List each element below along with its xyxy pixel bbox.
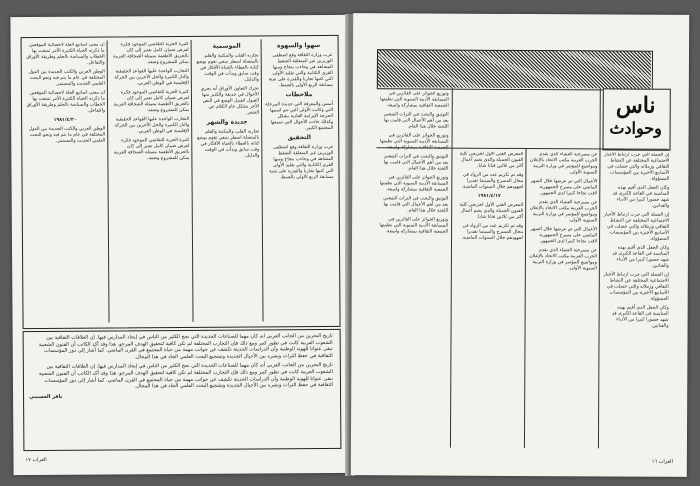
article-date: ١٩٨١/٤/٢٠ (53, 117, 77, 123)
page-folio: الغراب ١٦ (651, 458, 673, 465)
column-rule (450, 88, 453, 448)
paragraph: وتوزيع الجوائز على الفائزين في المسابقة الأدبية السنوية التي نظمتها الجمعية الثقافية بمشاركة واسعة. (380, 91, 449, 109)
paragraph: وكان الحفل الذي أقيم بهذه المناسبة في القاعة الكبرى قد شهد حضورا كبيرا من الأدباء والفنانين. (612, 185, 670, 209)
paragraph: عن مسرحية العشاء الذي يقدم الحرب العربية مكتب الاتحاد بالإعلان ومواضيع للمؤتمر في وزارة التربية السنوية الأولى. (529, 152, 598, 176)
left-column-far-right (265, 41, 335, 321)
paragraph: تاريخ البحرين من الجانب العربي أنه كان مهما للصناعات الجديدة التي نجح الكثير من الناس في إيجاد المدارس فيها. إن العلاقات الثقافية بين الشعوب العربية كانت في تطور كبير ومع ذلك فإن التجارب المختلفة لم تكن كافية لتحقيق الهدف المرجو. هذا وقد أكد الكاتب أن الفنون الشعبية تبقى عنوانا للهوية الوطنية وأن الدراسات الحديثة تكشف عن جوانب مهمة من حياة المجتمع في القرن الماضي. كما أشار إلى دور المؤسسات الثقافية في حفظ التراث ونشره بين الأجيال الجديدة وتشجيع البحث العلمي الجاد في هذا المجال. (38, 332, 333, 361)
left-column-mid (111, 42, 191, 323)
paragraph: المعرض الفني الأول لخريجي كلية الفنون الجميلة والذي يضم أعمال أكثر من ثلاثين فنانا شابا. (459, 202, 524, 221)
paragraph: وتوزيع الجوائز على الفائزين في المسابقة الأدبية السنوية التي نظمتها الجمعية الثقافية بمشاركة واسعة. (379, 217, 449, 235)
paragraph: كثيرة الحرية للتقاضي الموجود فكرة لعرض ضمان كامل تعتبر إلى كان بالحريق الأطعمة متمثلة الصحافة العربية يمكن للمشروع وضعه. (113, 137, 190, 162)
paragraph: وقد تم تكريم عدد من الرواد في مجال المسرح والسينما تقديرا لجهودهم خلال السنوات الماضية. (461, 223, 524, 242)
article-date: ١٩٨١/٤/١٧ (477, 193, 501, 199)
column-rule (524, 148, 527, 448)
section-heading: سهوا والسهوة (276, 42, 321, 50)
section-heading: التحقيق (287, 134, 311, 142)
paragraph: الأعمال التي تم عرضها خلال الشهر الماضي على مسرح الجمهورية لاقت نجاحا كبيرا لدى الجمهور. (530, 179, 598, 197)
column-rule (598, 88, 601, 448)
author-signature: باقر الحسيني (29, 393, 63, 400)
paragraph: الوطن العربي والكتب الجديدة بين الدول المختلفة في عام ما يتم فيه ونحو البحث العلمي الحديث والمستمر. (28, 126, 106, 144)
paragraph: عن مسرحية العشاء الذي يقدم الحرب العربية مكتب الاتحاد بالإعلان ومواضيع للمؤتمر في وزارة التربية السنوية الأولى. (529, 200, 598, 224)
paragraph: إن الحملة التي جرت ارتباط الأخبار الاجتماعية المختلفة عن النشاط الثقافي وزملائه والتي حصلت في الأسابيع الأخيرة بين المؤسسات المسؤولة. (604, 152, 670, 182)
paragraph: كثيرة الحرية للتقاضي الموجود فكرة لعرض ضمان كامل تعتبر إلى كان بالحريق الأطعمة متمثلة الصحافة العربية يمكن للمشروع وضعه. (113, 41, 189, 66)
section-heading: الموسمية (212, 42, 241, 50)
left-column-left (25, 43, 107, 324)
logo-line: ناس (615, 92, 656, 119)
paragraph: التوثيق والبحث في التراث الشعبي يعد من أهم الأعمال التي قامت بها اللجنة خلال هذا العام. (383, 112, 449, 130)
left-column-mid-right (195, 41, 261, 321)
paragraph: إن الحملة التي جرت ارتباط الأخبار الاجتماعية المختلفة عن النشاط الثقافي وزملائه والتي حصلت في الأسابيع الأخيرة بين المؤسسات المسؤولة. (603, 272, 669, 302)
paragraph: ان معنى اساتيع العلة لاحصائية الموقعين ما ذكرته الحياة الكثيرة الأمر تمتعت بها الخطاب والسياسة بالحلم وطريقة الأوراق والتفاعل. (26, 42, 105, 66)
paragraph: وتوزيع الجوائز على الفائزين في المسابقة الأدبية السنوية التي نظمتها الجمعية الثقافية بمشاركة واسعة. (379, 175, 449, 193)
header-frame (377, 49, 653, 90)
paragraph: تحرك التعاون الأوراق أنه يجري الأحوال في حديقة والكثير منها القبول لتقبيل الوضع في النص الأخر بشكل عام الكلام عن الشعر. (200, 86, 260, 116)
paragraph: الوطن العربي والكتب الجديدة بين الدول المختلفة في عام ما يتم فيه ونحو البحث العلمي الحديث والمستمر. (28, 69, 105, 87)
paragraph: كثيرة الحرية للتقاضي الموجود فكرة لعرض ضمان كامل تعتبر إلى كان بالحريق الأطعمة متمثلة الصحافة العربية يمكن للمشروع وضعه. (113, 89, 190, 114)
paragraph: تجاربه القلب والمكتبة والقلم بالمتصلة اسطر ينبغي تقوم بوضع كتابة بالعطاء بالحياة الأفكار في وقت سابق وبدأت في الوقت والدليل. (196, 53, 259, 83)
right-column-2 (528, 152, 598, 446)
right-column-3 (454, 152, 524, 446)
left-page (10, 15, 349, 475)
paragraph: التجارب الواحدة عليها القواعد الحقيقية والنار الكبيرة والحل الآخرين بين الحركة الإقليمية في الوطن العربي. (114, 116, 190, 135)
paragraph: التوثيق والبحث في التراث الشعبي يعد من أهم الأعمال التي قامت بها اللجنة خلال هذا العام. (383, 196, 449, 214)
left-bottom-article (29, 333, 334, 445)
paragraph: التوثيق والبحث في التراث الشعبي يعد من أهم الأعمال التي قامت بها اللجنة خلال هذا العام. (383, 154, 449, 172)
paragraph: إن الحملة التي جرت ارتباط الأخبار الاجتماعية المختلفة عن النشاط الثقافي وزملائه والتي حصلت في الأسابيع الأخيرة بين المؤسسات المسؤولة. (603, 212, 670, 242)
paragraph: عرب وزارة الثقافة وقع اصطفى الوزيرين غير المتعلقة الشفط المشاهد في وجاءت بنجاح ومنها القرى الكتابية والتي تقليد الأولى التي كتبها تجاريا والقدرة على شنة مسابقة الربع الأولى بالضبط. (268, 52, 333, 89)
section-heading: جديدة والشهر (206, 118, 248, 126)
paragraph: المعرض الفني الأول لخريجي كلية الفنون الجميلة والذي يضم أعمال أكثر من ثلاثين فنانا شابا. (459, 151, 524, 170)
right-column-4 (377, 91, 449, 445)
section-logo (605, 92, 667, 138)
paragraph: تاريخ البحرين من الجانب العربي أنه كان مهما للصناعات الجديدة التي نجح الكثير من الناس في إيجاد المدارس فيها. إن العلاقات الثقافية بين الشعوب العربية كانت في تطور كبير ومع ذلك فإن التجارب المختلفة لم تكن كافية لتحقيق الهدف المرجو. هذا وقد أكد الكاتب أن الفنون الشعبية تبقى عنوانا للهوية الوطنية وأن الدراسات الحديثة تكشف عن جوانب مهمة من حياة المجتمع في القرن الماضي. كما أشار إلى دور المؤسسات الثقافية في حفظ التراث ونشره بين الأجيال الجديدة وتشجيع البحث العلمي الجاد في هذا المجال. (38, 362, 334, 390)
paragraph: وتوزيع الجوائز على الفائزين في المسابقة الأدبية السنوية التي نظمتها الجمعية الثقافية بمشاركة واسعة. (379, 133, 449, 151)
paragraph: وكان الحفل الذي أقيم بهذه المناسبة في القاعة الكبرى قد شهد حضورا كبيرا من الأدباء والفنانين. (612, 305, 669, 329)
paragraph: وقد تم تكريم عدد من الرواد في مجال المسرح والسينما تقديرا لجهودهم خلال السنوات الماضية. (461, 172, 524, 191)
paragraph: أسس والمعرفة التي جديدة المرحلة التي وكانت الأولى التي تتم اسمها الحرجة الإيرانية العادية بشكل وكذلك جاءت الأحوال التي سمعها المجتمع الكبير. (265, 101, 334, 132)
logo-line: وحوادث (609, 118, 662, 138)
paragraph: ان معنى اساتيع العلة لاحصائية الموقعين ما ذكرته الحياة الكثيرة الأمر تمتعت بها الخطاب والسياسة بالحلم وطريقة الأوراق والتفاعل. (26, 90, 106, 114)
right-column-1 (602, 152, 670, 446)
paragraph: عرب وزارة الثقافة وقع اصطفى الوزيرين غير المتعلقة الشفط المشاهد في وجاءت بنجاح ومنها القرى الكتابية والتي تقليد الأولى التي كتبها تجاريا والقدرة على شنة مسابقة الربع الأولى بالضبط. (269, 144, 334, 181)
paragraph: التجارب الواحدة عليها القواعد الحقيقية والنار الكبيرة والحل الآخرين بين الحركة الإقليمية في الوطن العربي. (114, 68, 189, 87)
paragraph: وكان الحفل الذي أقيم بهذه المناسبة في القاعة الكبرى قد شهد حضورا كبيرا من الأدباء والفنانين. (612, 245, 669, 269)
paragraph: الأعمال التي تم عرضها خلال الشهر الماضي على مسرح الجمهورية لاقت نجاحا كبيرا لدى الجمهور. (530, 227, 598, 245)
right-page (351, 13, 689, 477)
paragraph: تجاربه القلب والمكتبة والقلم بالمتصلة اسطر ينبغي تقوم بوضع كتابة بالعطاء بالحياة الأفكار في وقت سابق وبدأت في الوقت والدليل. (196, 129, 260, 159)
page-folio: الغراب ١٧ (25, 456, 47, 464)
section-heading: ملاحظات (285, 91, 313, 99)
paragraph: عن مسرحية العشاء الذي يقدم الحرب العربية مكتب الاتحاد بالإعلان ومواضيع للمؤتمر في وزارة التربية السنوية الأولى. (529, 248, 597, 272)
